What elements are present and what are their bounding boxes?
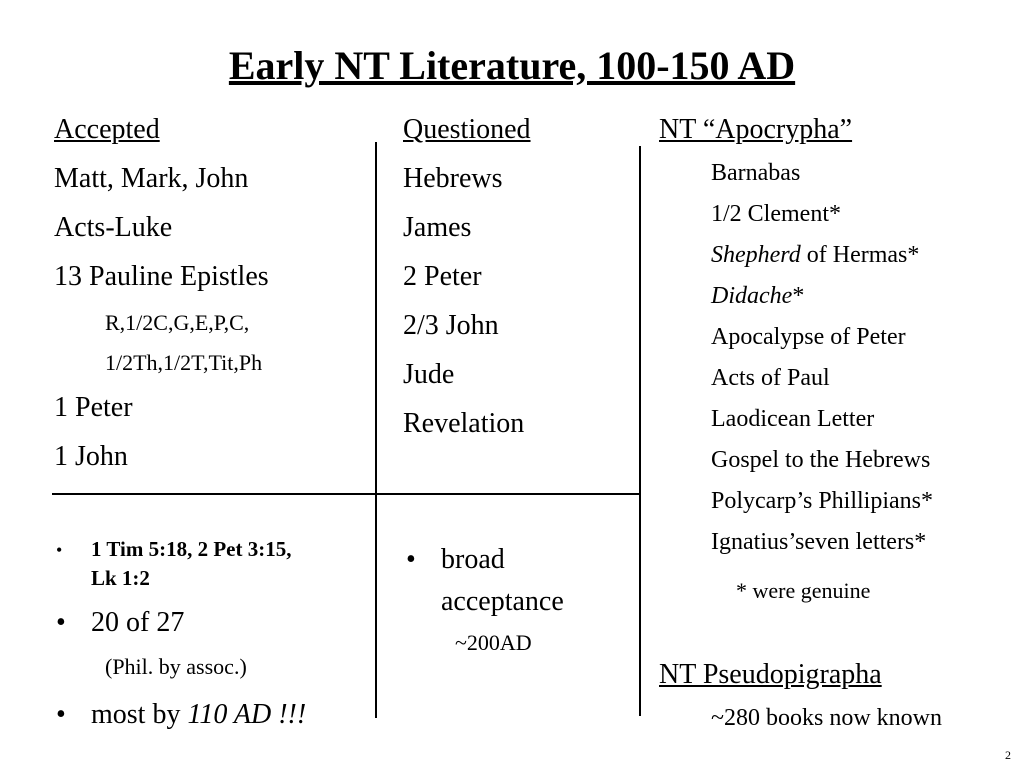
apocrypha-item: Barnabas [711, 160, 801, 186]
questioned-note-sub: ~200AD [455, 630, 532, 655]
accepted-subitem: R,1/2C,G,E,P,C, [105, 310, 250, 335]
bullet-marker: • [406, 544, 416, 575]
questioned-item: James [403, 212, 472, 243]
accepted-item: 1 Peter [54, 392, 133, 423]
accepted-subitem: 1/2Th,1/2T,Tit,Ph [105, 350, 263, 375]
accepted-note-date [91, 699, 306, 731]
divider-vertical-right [639, 146, 641, 716]
accepted-note-date-emphasis: 110 AD !!! [187, 699, 307, 730]
apocrypha-item-rest: of Hermas* [800, 242, 920, 268]
accepted-note-sub: (Phil. by assoc.) [105, 654, 247, 679]
apocrypha-item-emphasis: Didache [711, 283, 793, 309]
slide-title: Early NT Literature, 100-150 AD [228, 43, 796, 88]
bullet-marker: • [56, 607, 66, 638]
apocrypha-item-emphasis: Shepherd [711, 242, 801, 268]
questioned-item: Revelation [403, 408, 525, 439]
apocrypha-item: Gospel to the Hebrews [711, 447, 931, 473]
divider-vertical-left [375, 142, 377, 718]
apocrypha-item: 1/2 Clement* [711, 201, 841, 227]
questioned-note: broad [441, 544, 505, 575]
accepted-note-refs: Lk 1:2 [91, 566, 150, 590]
apocrypha-item: Laodicean Letter [711, 406, 875, 432]
apocrypha-footnote: * were genuine [736, 578, 871, 603]
divider-horizontal [52, 493, 640, 495]
accepted-item: Matt, Mark, John [54, 163, 249, 194]
questioned-heading: Questioned [403, 114, 531, 145]
accepted-note-count: 20 of 27 [91, 607, 185, 638]
apocrypha-item [711, 283, 804, 310]
accepted-item: Acts-Luke [54, 212, 173, 243]
accepted-item: 1 John [54, 441, 128, 472]
apocrypha-item: Acts of Paul [711, 365, 830, 391]
accepted-note-date-prefix: most by [91, 699, 188, 730]
apocrypha-item: Ignatius’seven letters* [711, 529, 927, 555]
bullet-marker: • [56, 540, 63, 560]
pseudepigrapha-heading: NT Pseudopigrapha [659, 659, 882, 690]
accepted-heading: Accepted [54, 114, 160, 145]
apocrypha-item [711, 242, 919, 269]
page-number: 2 [1005, 748, 1011, 762]
questioned-item: 2 Peter [403, 261, 482, 292]
questioned-item: 2/3 John [403, 310, 499, 341]
apocrypha-item: Polycarp’s Phillipians* [711, 488, 933, 514]
questioned-item: Hebrews [403, 163, 503, 194]
apocrypha-heading: NT “Apocrypha” [659, 114, 853, 145]
bullet-marker: • [56, 699, 66, 730]
apocrypha-item: Apocalypse of Peter [711, 324, 906, 350]
accepted-item: 13 Pauline Epistles [54, 261, 269, 292]
questioned-item: Jude [403, 359, 455, 390]
questioned-note: acceptance [441, 586, 564, 617]
pseudepigrapha-note: ~280 books now known [711, 705, 942, 731]
apocrypha-item-rest: * [792, 283, 805, 309]
accepted-note-refs: 1 Tim 5:18, 2 Pet 3:15, [91, 537, 292, 561]
